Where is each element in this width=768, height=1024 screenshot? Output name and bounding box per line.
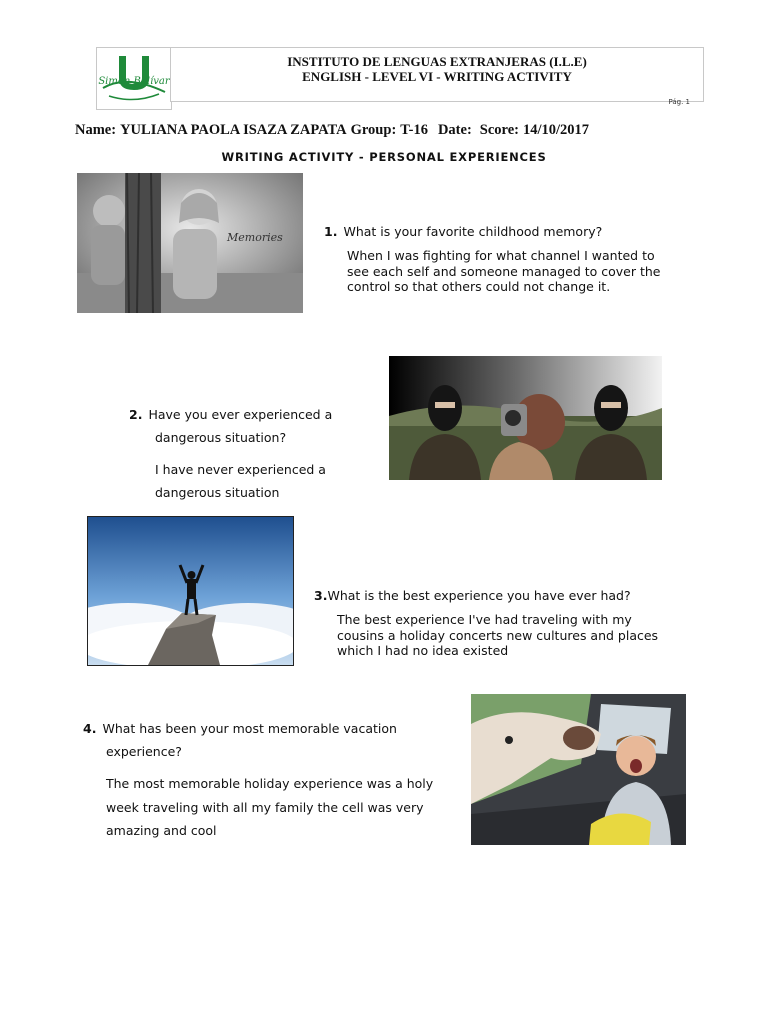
childhood-photo — [77, 173, 303, 313]
institute-name: INSTITUTO DE LENGUAS EXTRANJERAS (I.L.E) — [287, 54, 587, 69]
question-2 — [129, 403, 332, 449]
answer-line: When I was fighting for what channel I wanted to — [347, 248, 655, 263]
school-logo — [96, 47, 172, 110]
memories-caption: Memories — [227, 231, 283, 244]
answer-line: The best experience I've had traveling with my — [337, 612, 632, 627]
answer-line: see each self and someone managed to cover the — [347, 263, 661, 279]
answer-line: dangerous situation — [155, 485, 280, 500]
logo-text: Simón Bolívar — [98, 76, 170, 87]
page-number: Pág. 1 — [668, 98, 690, 106]
activity-title: ENGLISH - LEVEL VI - WRITING ACTIVITY — [302, 69, 572, 84]
answer-4 — [106, 772, 433, 843]
group-value: T-16 — [400, 122, 428, 138]
question-number: 3. — [314, 588, 328, 603]
question-text-line: What has been your most memorable vacation — [102, 721, 397, 736]
answer-line: week traveling with all my family the cell was very — [106, 799, 424, 815]
group-label: Group: — [350, 122, 397, 138]
score-label: Score: — [479, 122, 519, 138]
question-4 — [83, 717, 397, 763]
question-text-line: experience? — [106, 744, 182, 759]
question-3 — [314, 588, 631, 603]
question-text-line: Have you ever experienced a — [148, 407, 333, 422]
answer-line: I have never experienced a — [155, 462, 326, 477]
vacation-photo — [471, 694, 686, 845]
question-1 — [324, 224, 602, 239]
answer-1 — [347, 248, 661, 295]
student-info — [75, 122, 715, 139]
summit-photo — [87, 516, 294, 666]
answer-line: amazing and cool — [106, 823, 217, 838]
question-text-line: dangerous situation? — [155, 430, 287, 445]
header-box — [170, 47, 704, 102]
date-label: Date: — [437, 122, 472, 138]
question-text: What is the best experience you have ever had? — [327, 588, 631, 603]
name-label: Name: — [75, 122, 117, 138]
question-number: 1. — [324, 224, 338, 239]
logo-icon — [97, 48, 171, 109]
question-text: What is your favorite childhood memory? — [343, 224, 603, 239]
danger-photo — [389, 356, 662, 480]
question-number: 4. — [83, 721, 97, 736]
page-title: WRITING ACTIVITY - PERSONAL EXPERIENCES — [221, 150, 547, 164]
answer-line: The most memorable holiday experience was a holy — [106, 776, 434, 791]
question-number: 2. — [129, 407, 143, 422]
answer-3 — [337, 612, 658, 659]
answer-line: control so that others could not change it. — [347, 279, 611, 294]
answer-2 — [155, 458, 326, 504]
answer-line: which I had no idea existed — [337, 643, 509, 658]
student-name: YULIANA PAOLA ISAZA ZAPATA — [120, 122, 347, 138]
answer-line: cousins a holiday concerts new cultures and places — [337, 627, 659, 643]
score-value: 14/10/2017 — [522, 122, 590, 138]
